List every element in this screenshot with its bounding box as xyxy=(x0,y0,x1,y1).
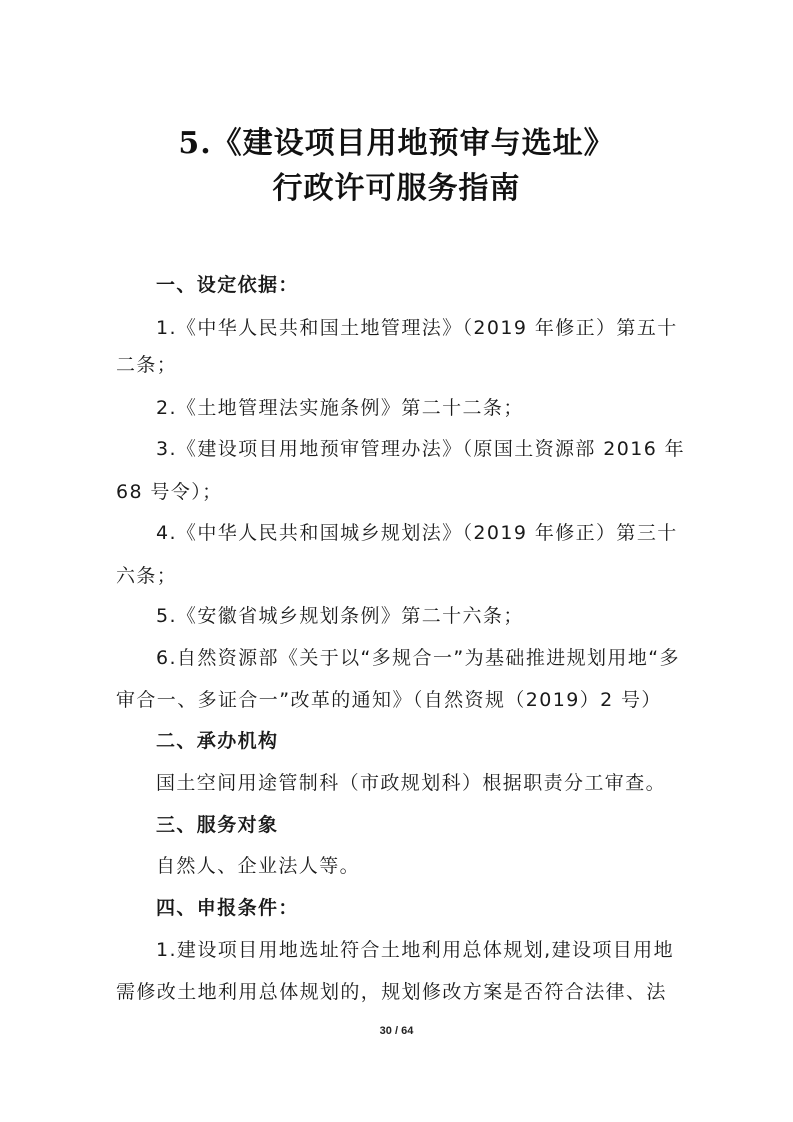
section-heading-organization: 二、承办机构 xyxy=(156,730,279,752)
basis-item-2: 2.《土地管理法实施条例》第二十二条； xyxy=(156,397,524,419)
basis-item-1: 1.《中华人民共和国土地管理法》（2019 年修正）第五十 xyxy=(156,317,678,339)
basis-item-6-cont: 审合一、多证合一”改革的通知》（自然资规（2019）2 号） xyxy=(116,689,662,711)
document-title-line-1: 5.《建设项目用地预审与选址》 xyxy=(178,126,615,161)
document-title-line-2: 行政许可服务指南 xyxy=(272,171,521,206)
basis-item-4: 4.《中华人民共和国城乡规划法》（2019 年修正）第三十 xyxy=(156,522,678,544)
basis-item-1-cont: 二条； xyxy=(116,354,178,376)
organization-text: 国土空间用途管制科（市政规划科）根据职责分工审查。 xyxy=(156,772,667,794)
basis-item-3: 3.《建设项目用地预审管理办法》（原国土资源部 2016 年 xyxy=(156,438,686,460)
section-heading-basis: 一、设定依据： xyxy=(156,274,299,296)
basis-item-3-cont: 68 号令）； xyxy=(116,481,223,503)
service-target-text: 自然人、企业法人等。 xyxy=(156,855,361,877)
condition-item-1: 1.建设项目用地选址符合土地利用总体规划,建设项目用地 xyxy=(156,939,674,961)
basis-item-4-cont: 六条； xyxy=(116,565,178,587)
page-number: 30 / 64 xyxy=(379,1025,414,1037)
condition-item-1-cont: 需修改土地利用总体规划的，规划修改方案是否符合法律、法 xyxy=(116,981,667,1003)
basis-item-6: 6.自然资源部《关于以“多规合一”为基础推进规划用地“多 xyxy=(156,647,680,669)
section-heading-conditions: 四、申报条件： xyxy=(156,897,299,919)
section-heading-service-target: 三、服务对象 xyxy=(156,814,279,836)
basis-item-5: 5.《安徽省城乡规划条例》第二十六条； xyxy=(156,605,524,627)
